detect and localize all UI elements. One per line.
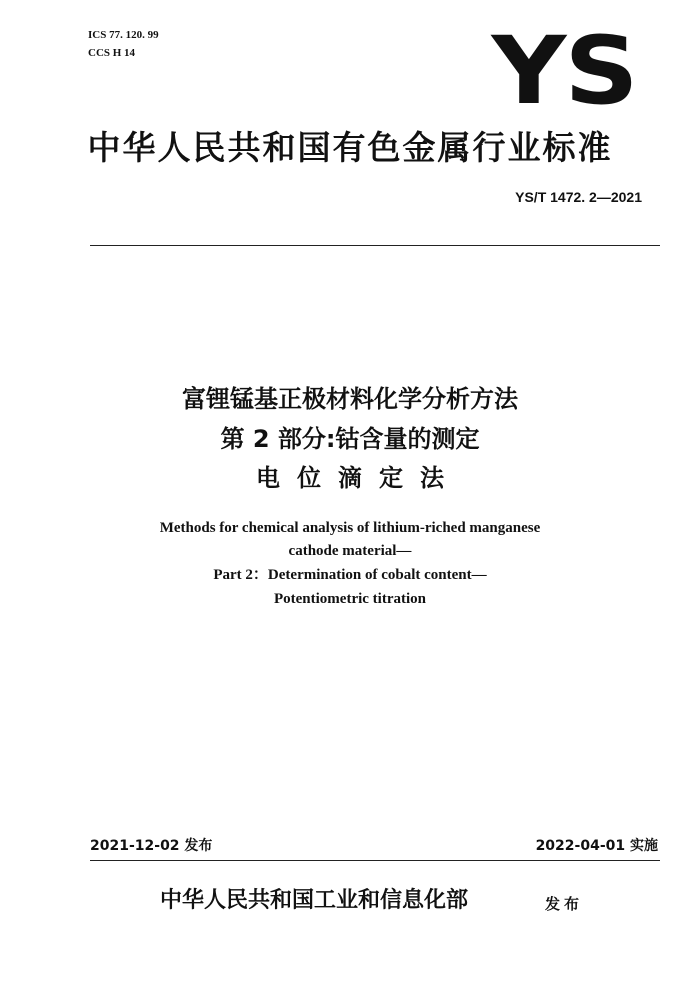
title-cn-line-3: 电位滴定法 — [256, 464, 461, 492]
implementation-date: 2022-04-01 实施 — [535, 838, 658, 854]
issue-date: 2021-12-02 发布 — [90, 838, 213, 854]
standard-number: YS/T 1472. 2—2021 — [515, 189, 642, 205]
title-en-line-3: Part 2：Determination of cobalt content— — [213, 567, 487, 583]
ys-logo: YS — [491, 17, 637, 126]
bottom-divider — [90, 860, 660, 861]
standard-type-heading: 中华人民共和国有色金属行业标准 — [87, 128, 613, 167]
publish-label: 发布 — [545, 895, 584, 913]
issuing-authority: 中华人民共和国工业和信息化部 — [160, 888, 469, 913]
ics-code: ICS 77. 120. 99 — [88, 29, 159, 41]
title-cn-line-2: 第 2 部分:钴含量的测定 — [220, 425, 480, 453]
title-en-line-1: Methods for chemical analysis of lithium-riched manganese — [159, 520, 541, 536]
title-en-line-2: cathode material— — [288, 543, 412, 559]
top-divider — [90, 245, 660, 246]
ccs-code: CCS H 14 — [88, 47, 136, 59]
title-en-line-4: Potentiometric titration — [273, 591, 427, 607]
title-cn-line-1: 富锂锰基正极材料化学分析方法 — [182, 385, 518, 413]
